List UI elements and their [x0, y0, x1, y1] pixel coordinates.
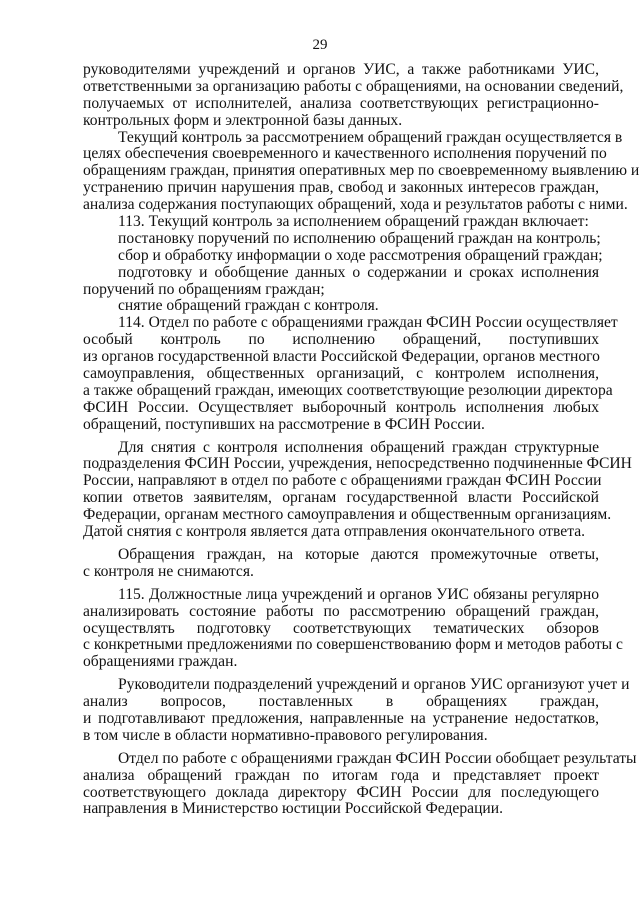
text-line: 113. Текущий контроль за исполнением обращений граждан включает: [118, 213, 589, 231]
text-line: получаемых от исполнителей, анализа соответствующих регистрационно- [83, 94, 599, 112]
paragraph [83, 585, 623, 671]
text-line: Отдел по работе с обращениями граждан ФСИН России обобщает результаты [118, 749, 637, 767]
paragraph [83, 676, 630, 745]
text-line: ответственными за организацию работы с обращениями, на основании сведений, [83, 77, 624, 95]
text-line: ФСИН России. Осуществляет выборочный контроль исполнения любых [83, 398, 599, 416]
text-line: копии ответов заявителям, органам государственной власти Российской [83, 489, 599, 507]
text-line: России, направляют в отдел по работе с обращениями граждан ФСИН России [83, 472, 602, 490]
paragraph [83, 438, 632, 541]
text-line: постановку поручений по исполнению обращений граждан на контроль; [118, 229, 601, 247]
text-line: 115. Должностные лица учреждений и органов УИС обязаны регулярно [118, 585, 599, 603]
text-line: осуществлять подготовку соответствующих тематических обзоров [83, 619, 599, 637]
text-line: особый контроль по исполнению обращений, поступивших [83, 331, 599, 349]
text-line: подготовку и обобщение данных о содержании и сроках исполнения [118, 263, 599, 281]
paragraph [83, 314, 618, 433]
paragraph [83, 749, 637, 819]
text-line: Для снятия с контроля исполнения обращений граждан структурные [118, 438, 599, 456]
text-line: из органов государственной власти Российской Федерации, органов местного [83, 348, 600, 366]
text-line: обращениям граждан, принятия оперативных мер по своевременному выявлению и [83, 162, 640, 180]
text-line: целях обеспечения своевременного и качественного исполнения поручений по [83, 145, 607, 163]
text-line: самоуправления, общественных организаций, с контролем исполнения, [83, 365, 599, 383]
text-line: а также обращений граждан, имеющих соответствующие резолюции директора [83, 381, 613, 399]
paragraph [83, 547, 599, 581]
text-line: Обращения граждан, на которые даются промежуточные ответы, [118, 545, 599, 563]
text-line: сбор и обработку информации о ходе рассмотрения обращений граждан; [118, 246, 603, 264]
text-line: контрольных форм и электронной базы данных. [83, 111, 403, 129]
text-line: устранению причин нарушения прав, свобод и законных интересов граждан, [83, 179, 599, 197]
paragraph [83, 128, 640, 214]
text-line: с контроля не снимаются. [83, 562, 254, 580]
text-line: Датой снятия с контроля является дата отправления окончательного ответа. [83, 523, 586, 541]
text-line: анализа обращений граждан по итогам года и представляет проект [83, 766, 599, 784]
text-line: руководителями учреждений и органов УИС, а также работниками УИС, [83, 61, 599, 78]
text-line: анализировать состояние работы по рассмотрению обращений граждан, [83, 602, 599, 620]
paragraph [83, 265, 599, 299]
paragraph [83, 298, 599, 315]
text-line: снятие обращений граждан с контроля. [118, 297, 379, 315]
text-line: соответствующего доклада директору ФСИН России для последующего [83, 783, 599, 801]
text-line: анализ вопросов, поставленных в обращениях граждан, [83, 693, 599, 711]
document-body [83, 61, 640, 818]
text-line: 114. Отдел по работе с обращениями граждан ФСИН России осуществляет [118, 314, 618, 332]
paragraph [83, 231, 599, 248]
text-line: Руководители подразделений учреждений и органов УИС организуют учет и [118, 676, 630, 694]
paragraph [83, 214, 599, 231]
text-line: Федерации, органам местного самоуправления и общественным организациям. [83, 506, 612, 524]
paragraph [83, 61, 624, 130]
text-line: поручений по обращениям граждан; [83, 280, 325, 298]
text-line: обращениями граждан. [83, 653, 238, 671]
text-line: с конкретными предложениями по совершенствованию форм и методов работы с [83, 636, 623, 654]
text-line: подразделения ФСИН России, учреждения, непосредственно подчиненные ФСИН [83, 455, 632, 473]
page-number: 29 [312, 37, 328, 53]
text-line: и подготавливают предложения, направленные на устранение недостатков, [83, 709, 599, 727]
text-line: обращений, поступивших на рассмотрение в ФСИН России. [83, 415, 485, 433]
text-line: в том числе в области нормативно-правового регулирования. [83, 726, 488, 744]
text-line: Текущий контроль за рассмотрением обращений граждан осуществляется в [118, 128, 623, 146]
text-line: анализа содержания поступающих обращений, хода и результатов работы с ними. [83, 196, 628, 214]
text-line: направления в Министерство юстиции Российской Федерации. [83, 800, 504, 818]
paragraph [83, 246, 603, 265]
